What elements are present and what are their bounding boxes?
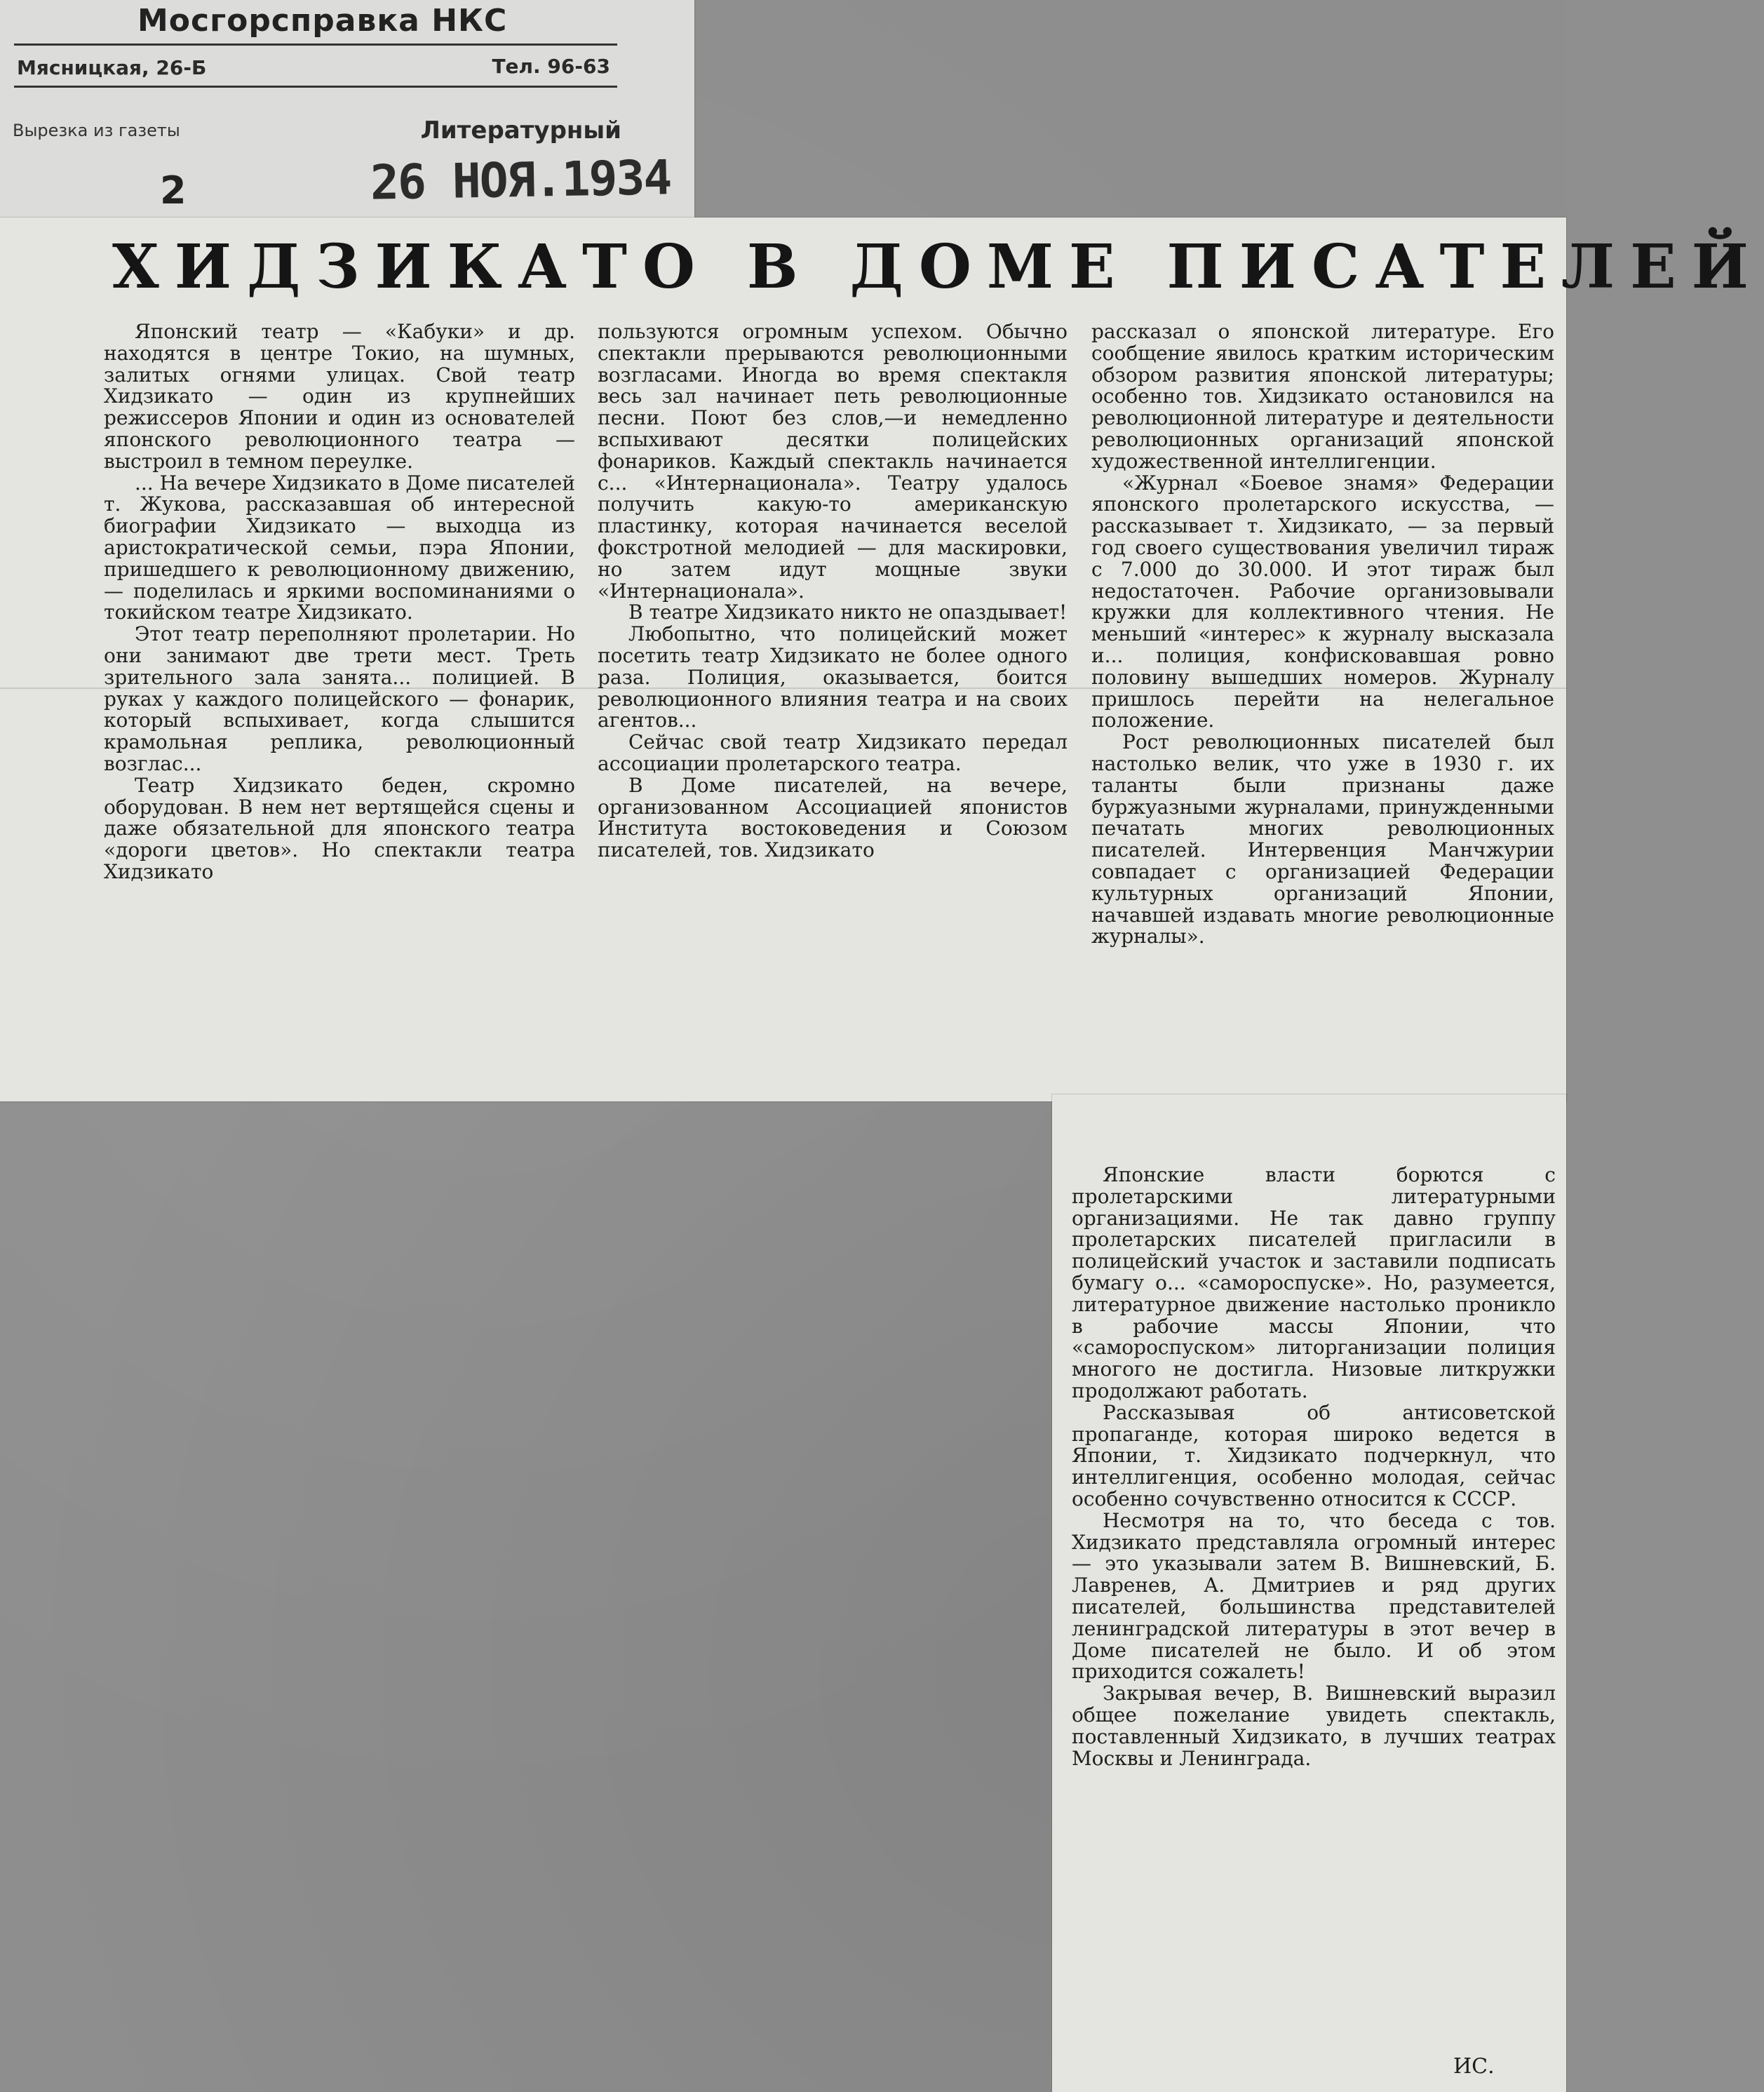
newspaper-name: Литературный	[420, 116, 621, 145]
paragraph: В Доме писателей, на вечере, организованном Ассоциацией японистов Института востоковедения и Союзом писателей, тов. Хидзикато	[598, 773, 1068, 862]
label-divider	[14, 86, 617, 88]
article-column-1	[104, 321, 575, 883]
paragraph: ... На вечере Хидзикато в Доме писателей т. Жукова, рассказавшая об интересной биографии Хидзикато — выходца из аристократической семьи, пэра Японии, пришедшего к революционному движению, — поделилась и яркими воспоминаниями о токийском театре Хидзикато.	[104, 471, 575, 624]
cut-from-label: Вырезка из газеты	[13, 121, 180, 140]
paragraph: Сейчас свой театр Хидзикато передал ассоциации пролетарского театра.	[598, 730, 1068, 775]
label-divider	[14, 43, 617, 46]
agency-name: Мосгорсправка НКС	[137, 3, 508, 39]
article-headline: ХИДЗИКАТО В ДОМЕ ПИСАТЕЛЕЙ	[112, 232, 1764, 302]
issue-number: 2	[160, 168, 187, 213]
paragraph: пользуются огромным успехом. Обычно спектакли прерываются революционными возгласами. Иногда во время спектакля весь зал начинает петь революционные песни. Поют без слов,—и немедленно вспыхивают десятки полицейских фонариков. Каждый спектакль начинается с... «Интернационала». Театру удалось получить какую-то американскую пластинку, которая начинается веселой фокстротной мелодией — для маскировки, но затем идут мощные звуки «Интернационала».	[598, 320, 1068, 603]
paragraph: Рассказывая об антисоветской пропаганде, которая широко ведется в Японии, т. Хидзикато подчеркнул, что интеллигенция, особенно молодая, сейчас особенно сочувственно относится к СССР.	[1072, 1400, 1556, 1510]
article-column-3-continued	[1072, 1165, 1556, 1769]
paragraph: Японские власти борются с пролетарскими литературными организациями. Не так давно группу пролетарских писателей пригласили в полицейский участок и заставили подписать бумагу о... «самороспуске». Но, разумеется, литературное движение настолько проникло в рабочие массы Японии, что «самороспуском» литорганизации полиция многого не достигла. Низовые литкружки продолжают работать.	[1072, 1163, 1556, 1402]
paragraph: Театр Хидзикато беден, скромно оборудован. В нем нет вертящейся сцены и даже обязательной для японского театра «дороги цветов». Но спектакли театра Хидзикато	[104, 773, 575, 883]
paragraph: «Журнал «Боевое знамя» Федерации японского пролетарского искусства, — рассказывает т. Хидзикато, — за первый год своего существования увеличил тираж с 7.000 до 30.000. И этот тираж был недостаточен. Рабочие организовывали кружки для коллективного чтения. Не меньший «интерес» к журналу высказала и... полиция, конфисковавшая ровно половину вышедших номеров. Журналу пришлось перейти на нелегальное положение.	[1091, 471, 1554, 732]
date-stamp: 26 НОЯ.1934	[370, 150, 672, 211]
paragraph: Несмотря на то, что беседа с тов. Хидзикато представляла огромный интерес — это указывали затем В. Вишневский, Б. Лавренев, А. Дмитриев и ряд других писателей, большинства представителей ленинградской литературы в этот вечер в Доме писателей не было. И об этом приходится сожалеть!	[1072, 1508, 1556, 1684]
paragraph: Закрывая вечер, В. Вишневский выразил общее пожелание увидеть спектакль, поставленный Хидзикато, в лучших театрах Москвы и Ленинграда.	[1072, 1682, 1556, 1770]
paragraph: Японский театр — «Кабуки» и др. находятся в центре Токио, на шумных, залитых огнями улицах. Свой театр Хидзикато — один из крупнейших режиссеров Японии и один из основателей японского революционного театра — выстроил в темном переулке.	[104, 320, 575, 473]
agency-address: Мясницкая, 26-Б	[17, 56, 207, 79]
author-signature: ИС.	[1453, 2054, 1495, 2079]
paragraph: В театре Хидзикато никто не опаздывает!	[628, 601, 1068, 624]
paragraph: Рост революционных писателей был настолько велик, что уже в 1930 г. их таланты были признаны даже буржуазными журналами, принужденными печатать многих революционных писателей. Интервенция Манчжурии совпадает с организацией Федерации культурных организаций Японии, начавшей издавать многие революционные журналы».	[1091, 730, 1554, 948]
article-column-2	[598, 321, 1068, 861]
clipping-label	[0, 0, 694, 223]
agency-phone: Тел. 96-63	[492, 55, 610, 78]
article-column-3	[1091, 321, 1554, 948]
paragraph: рассказал о японской литературе. Его сообщение явилось кратким историческим обзором развития японской литературы; особенно тов. Хидзикато остановился на революционной литературе и деятельности революционных организаций японской художественной интеллигенции.	[1091, 320, 1554, 473]
paragraph: Этот театр переполняют пролетарии. Но они занимают две трети мест. Треть зрительного зала занята... полицией. В руках у каждого полицейского — фонарик, который вспыхивает, когда слышится крамольная реплика, революционный возглас...	[104, 622, 575, 775]
paragraph: Любопытно, что полицейский может посетить театр Хидзикато не более одного раза. Полиция, оказывается, боится революционного влияния театра и на своих агентов...	[598, 622, 1068, 732]
